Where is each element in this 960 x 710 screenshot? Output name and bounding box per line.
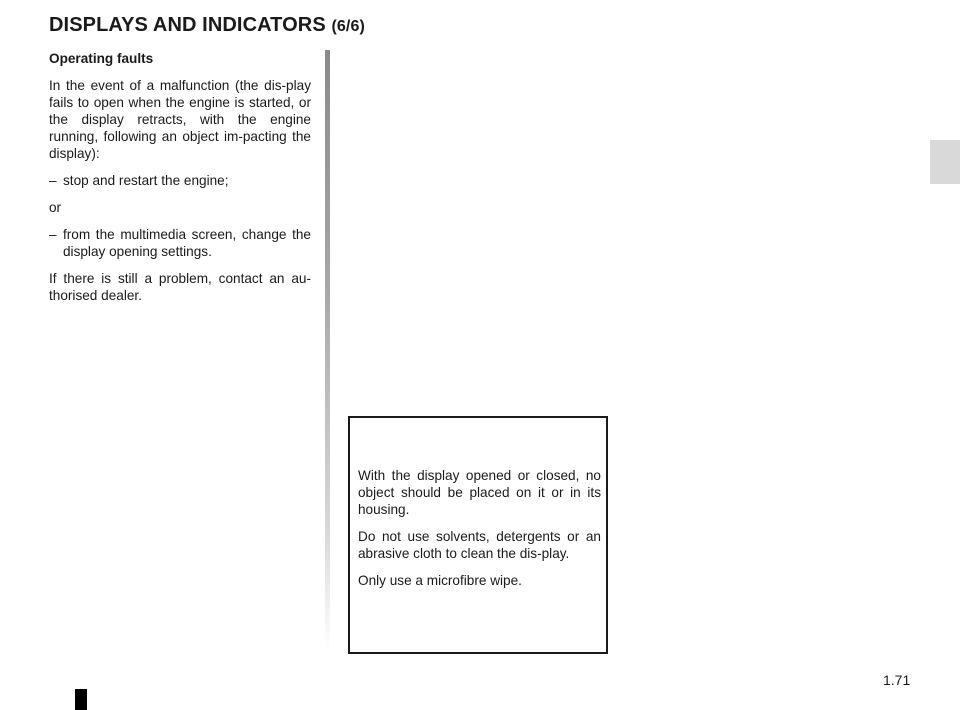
page-title-suffix: (6/6) xyxy=(331,18,365,35)
page-title-text: DISPLAYS AND INDICATORS xyxy=(49,14,326,36)
corner-mark xyxy=(75,689,87,710)
column-divider xyxy=(325,50,330,650)
page-title xyxy=(49,14,365,37)
dash-bullet: – xyxy=(49,173,57,188)
step-1-text: stop and restart the engine; xyxy=(63,173,229,188)
step-2-text: from the multimedia screen, change the display opening settings. xyxy=(63,227,311,259)
note-paragraph-2: Do not use solvents, detergents or an abrasive cloth to clean the dis-play. xyxy=(358,529,601,561)
left-column xyxy=(49,50,311,314)
intro-paragraph: In the event of a malfunction (the dis-play fails to open when the engine is started, or the display retracts, with the engine running, following an object im-pacting the display): xyxy=(49,78,311,161)
list-item xyxy=(49,226,311,260)
note-paragraph-3: Only use a microfibre wipe. xyxy=(358,573,522,588)
note-box xyxy=(348,416,608,654)
page-number: 1.71 xyxy=(883,672,911,688)
list-item xyxy=(49,172,311,189)
note-paragraph-1: With the display opened or closed, no object should be placed on it or in its housing. xyxy=(358,468,601,517)
dash-bullet: – xyxy=(49,227,57,242)
or-text: or xyxy=(49,200,62,215)
section-heading: Operating faults xyxy=(49,51,154,66)
chapter-tab xyxy=(930,140,960,184)
note-content xyxy=(358,467,601,599)
closing-paragraph: If there is still a problem, contact an au-thorised dealer. xyxy=(49,271,311,303)
